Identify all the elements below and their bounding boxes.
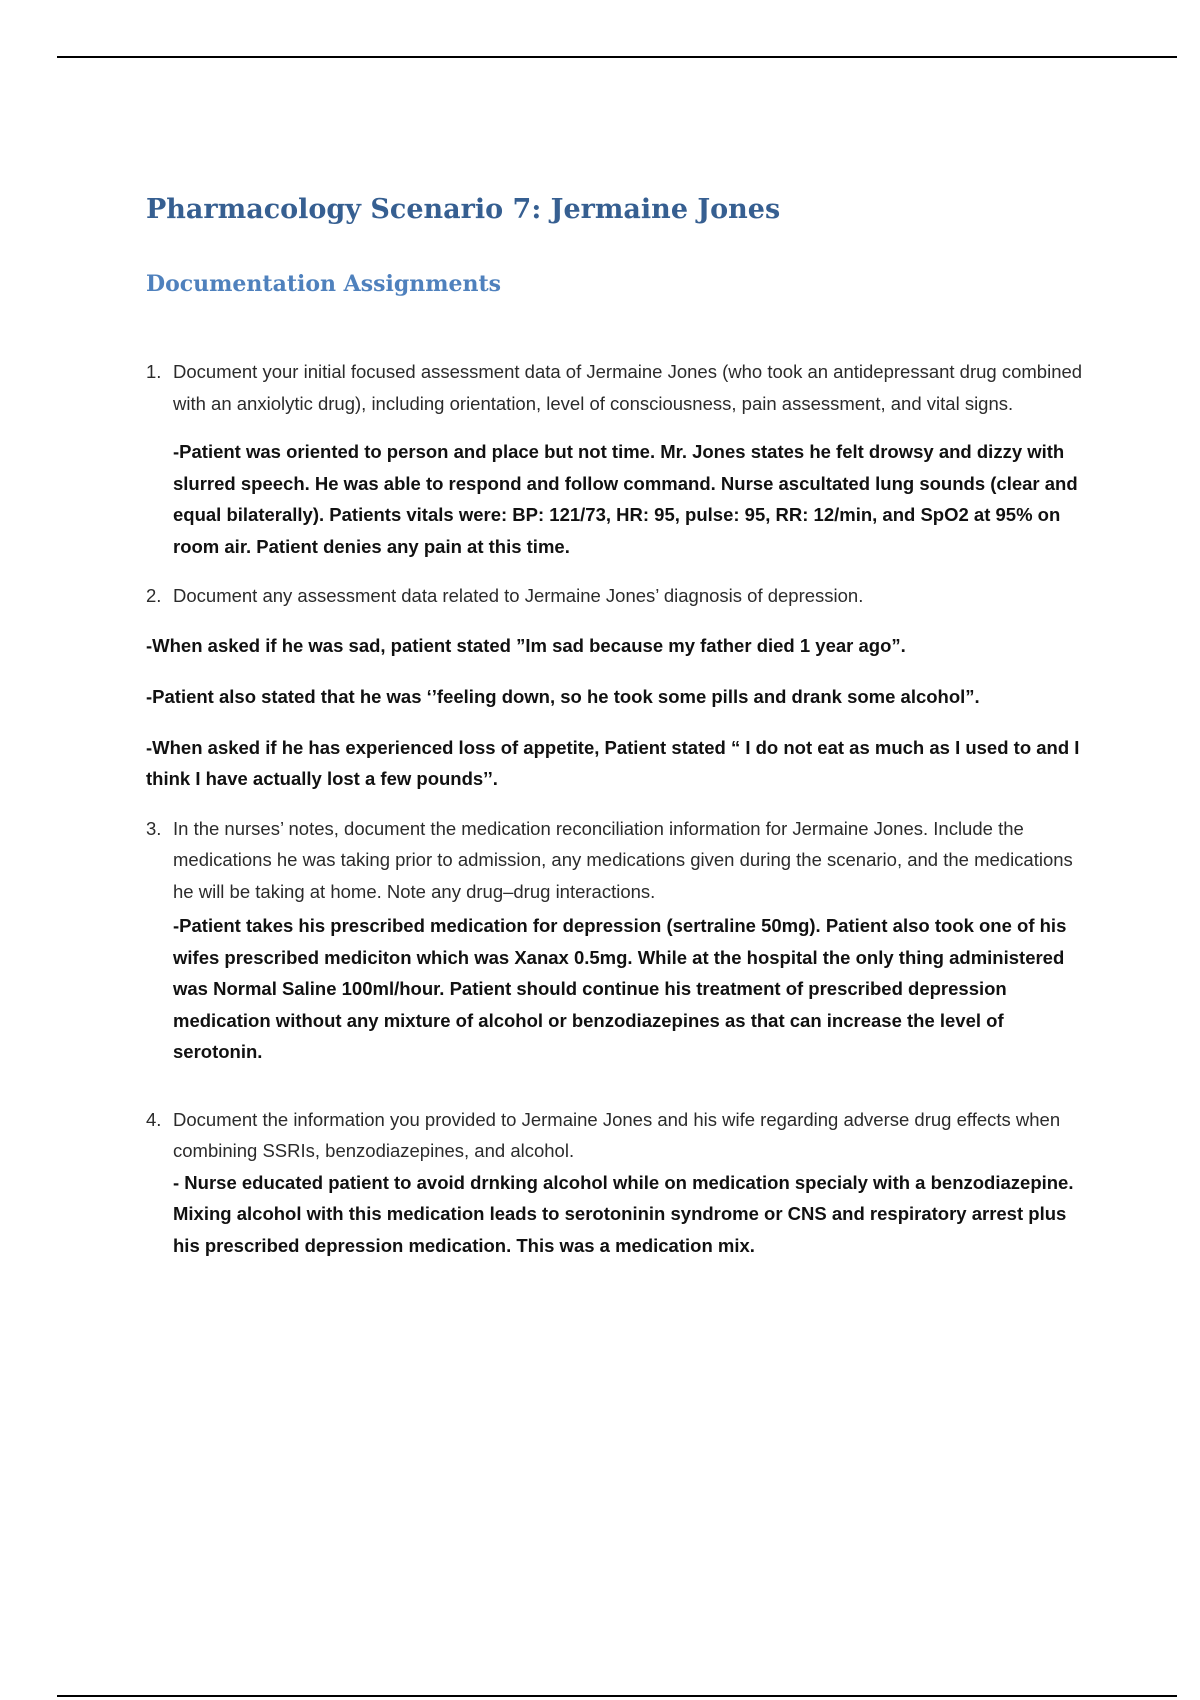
question-number: 4. <box>146 1108 162 1130</box>
bottom-divider <box>57 1695 1177 1697</box>
question-text: Document your initial focused assessment data of Jermaine Jones (who took an antidepressant drug combined with an anxiolytic drug), including orientation, level of consciousness, pain assessment, and vital signs. <box>173 361 1083 414</box>
answer-3: -Patient takes his prescribed medication for depression (sertraline 50mg). Patient also took one of his wifes prescribed mediciton which was Xanax 0.5mg. While at the hospital the only thing administered was Normal Saline 100ml/hour. Patient should continue his treatment of prescribed depression medication without any mixture of alcohol or benzodiazepines as that can increase the level of serotonin. <box>173 915 1067 1062</box>
answer-2-part-3: -When asked if he has experienced loss of appetite, Patient stated “ I do not eat as much as I used to and I think I have actually lost a few pounds’’. <box>146 736 1080 789</box>
answer-1: -Patient was oriented to person and place but not time. Mr. Jones states he felt drowsy and dizzy with slurred speech. He was able to respond and follow command. Nurse ascultated lung sounds (clear and equal bilaterally). Patients vitals were: BP: 121/73, HR: 95, pulse: 95, RR: 12/min, and SpO2 at 95% on room air. Patient denies any pain at this time. <box>173 441 1078 557</box>
question-text: In the nurses’ notes, document the medication reconciliation information for Jermaine Jones. Include the medications he was taking prior to admission, any medications given during the scenario, and the medications he will be taking at home. Note any drug–drug interactions. <box>173 817 1073 902</box>
question-number: 1. <box>146 361 162 382</box>
question-number: 2. <box>146 585 162 606</box>
answer-2-part-1: -When asked if he was sad, patient stated ”Im sad because my father died 1 year ago”. <box>146 634 906 656</box>
question-text: Document any assessment data related to Jermaine Jones’ diagnosis of depression. <box>173 585 864 606</box>
answer-2-part-2: -Patient also stated that he was ‘’feeling down, so he took some pills and drank some alcohol”. <box>146 686 980 707</box>
question-text: Document the information you provided to Jermaine Jones and his wife regarding adverse drug effects when combining SSRIs, benzodiazepines, and alcohol. <box>173 1108 1061 1161</box>
page-title: Pharmacology Scenario 7: Jermaine Jones <box>146 194 781 225</box>
document-body <box>146 190 1086 1261</box>
question-2 <box>146 580 1086 612</box>
answer-4: - Nurse educated patient to avoid drnking alcohol while on medication specialy with a benzodiazepine. Mixing alcohol with this medication leads to serotoninin syndrome or CNS and respiratory arrest plus his prescribed depression medication. This was a medication mix. <box>173 1171 1074 1256</box>
question-1 <box>146 356 1086 419</box>
question-number: 3. <box>146 817 162 839</box>
question-4 <box>146 1104 1086 1167</box>
question-3 <box>146 813 1086 908</box>
section-heading: Documentation Assignments <box>146 271 502 297</box>
top-divider <box>57 56 1177 58</box>
